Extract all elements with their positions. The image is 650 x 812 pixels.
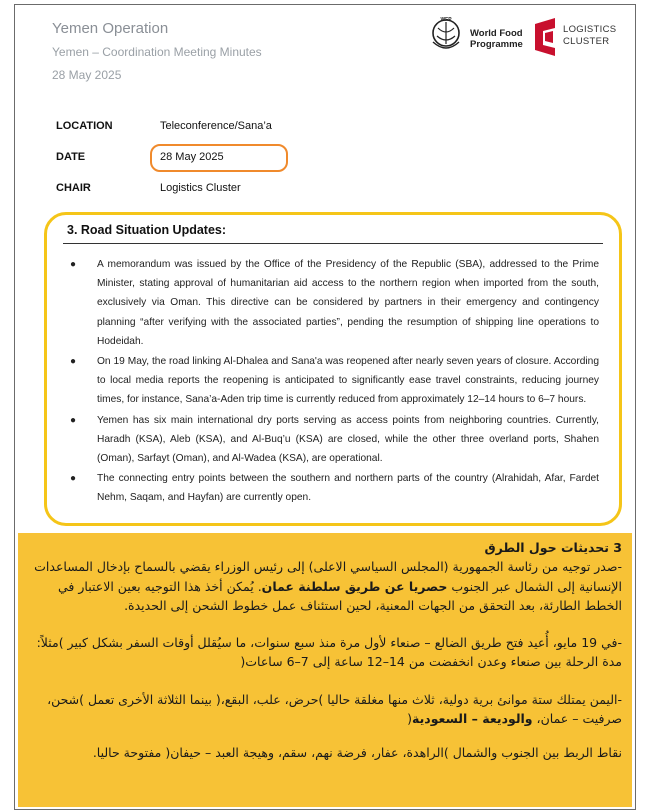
bullet-text: A memorandum was issued by the Office of the Presidency of the Republic (SBA), addressed to the Prime Minister, stating approval of humanitarian aid access to the northern region when imported from the south, exclusively via Oman. This directive can be considered by partners in their emergency and contingency planning “after verifying with the associated parties”, pending the resumption of shipping line operations to Hodeidah. bbox=[97, 259, 599, 347]
document-subtitle: Yemen – Coordination Meeting Minutes bbox=[52, 45, 262, 59]
road-situation-section bbox=[44, 212, 622, 526]
chair-value: Logistics Cluster bbox=[160, 182, 241, 194]
wfp-line-2: Programme bbox=[470, 39, 523, 50]
section-divider bbox=[63, 243, 603, 244]
bullet-icon: ● bbox=[70, 356, 77, 368]
logistics-cluster-logo-text bbox=[563, 24, 616, 48]
arabic-paragraph-4: نقاط الربط بين الجنوب والشمال )الراهدة، عفار، فرضة نهم، سقم، وهيجة العبد – حيفان( مفتوحة حاليا. bbox=[92, 744, 622, 760]
list-item bbox=[65, 352, 599, 410]
arabic-paragraph-2: -في 19 مايو، أُعيد فتح طريق الضالع – صنعاء لأول مرة منذ سبع سنوات، ما سيُقلل أوقات السفر بشكل كبير )مثلاً: مدة الرحلة بين صنعاء وعدن انخفضت من 14–12 ساعة إلى 7–6 ساعات( bbox=[36, 634, 622, 669]
chair-label: CHAIR bbox=[56, 182, 91, 194]
lc-line-1: LOGISTICS bbox=[563, 24, 617, 35]
bullet-text: On 19 May, the road linking Al-Dhalea and Sana'a was reopened after nearly seven years of closure. According to local media reports the reopening is anticipated to significantly ease travel constraints, reducing journey times, for instance, Sana’a-Aden trip time is currently reduced from approximately 12–14 hours to 6–7 hours. bbox=[97, 356, 599, 406]
document-date: 28 May 2025 bbox=[52, 68, 122, 82]
bullet-icon: ● bbox=[70, 414, 77, 426]
road-section-title: 3. Road Situation Updates: bbox=[67, 223, 227, 237]
arabic-p1-part-a: -صدر توجيه من رئاسة الجمهورية (المجلس السياسي الاعلى) إلى رئيس الوزراء يقضي بالسماح بإدخال المساعدات الإنسانية إلى الشمال عبر الجنوب bbox=[34, 559, 622, 594]
arabic-p3-bold: والوديعة – السعودية bbox=[412, 711, 533, 726]
wfp-logo-text bbox=[470, 28, 523, 50]
bullet-icon: ● bbox=[70, 259, 77, 270]
bullet-icon: ● bbox=[70, 473, 77, 485]
date-label: DATE bbox=[56, 151, 86, 163]
arabic-paragraph-3 bbox=[26, 690, 622, 729]
lc-line-2: CLUSTER bbox=[563, 36, 610, 47]
logos bbox=[425, 16, 625, 64]
wfp-badge-text: WFP bbox=[440, 17, 452, 23]
list-item bbox=[65, 255, 599, 351]
road-bullet-list bbox=[65, 255, 599, 509]
arabic-translation-panel bbox=[18, 533, 632, 807]
arabic-p3-part-b: ( bbox=[407, 711, 412, 726]
meeting-meta bbox=[56, 112, 476, 205]
document-title: Yemen Operation bbox=[52, 20, 169, 37]
arabic-p1-bold: حصريا عن طريق سلطنة عمان bbox=[261, 578, 448, 594]
arabic-p1-part-b: . يُمكن أخذ هذا التوجيه بعين الاعتبار في الخطط الطارئة، بعد التحقق من الجهات المعنية، لحين استئناف عمل خطوط الشحن إلى الحديدة. bbox=[58, 578, 622, 613]
meta-row-date bbox=[56, 143, 476, 174]
document-header bbox=[52, 20, 262, 82]
arabic-title: 3 تحديثات حول الطرق bbox=[484, 540, 622, 555]
arabic-paragraph-1 bbox=[26, 557, 622, 616]
arabic-p3-part-a: -اليمن يمتلك ستة موانئ برية دولية، ثلاث منها مغلقة حاليا )حرض، علب، البقع،( بينما الثلاثة الأخرى تعمل )شحن، صرفيت – عمان، bbox=[47, 691, 622, 726]
bullet-text: Yemen has six main international dry ports serving as access points from neighboring countries. Currently, Haradh (KSA), Aleb (KSA), and Al-Buq’u (KSA) are closed, while the other three overland ports, Shahen (Oman), Sarfayt (Oman), and Al-Wadea (KSA), are operational. bbox=[97, 414, 599, 465]
list-item bbox=[65, 411, 599, 469]
arabic-text bbox=[26, 539, 622, 762]
wfp-logo-icon bbox=[429, 16, 463, 58]
meta-row-chair bbox=[56, 174, 476, 205]
location-label: LOCATION bbox=[56, 120, 113, 132]
logistics-cluster-logo-icon bbox=[529, 18, 561, 56]
list-item bbox=[65, 469, 599, 507]
date-value: 28 May 2025 bbox=[160, 151, 224, 163]
bullet-text: The connecting entry points between the southern and northern parts of the country (Alrahidah, Afar, Fardet Nehm, Saqam, and Hayfan) are currently open. bbox=[97, 473, 599, 504]
wfp-line-1: World Food bbox=[470, 28, 523, 39]
meta-row-location bbox=[56, 112, 476, 143]
location-value: Teleconference/Sana’a bbox=[160, 120, 272, 132]
